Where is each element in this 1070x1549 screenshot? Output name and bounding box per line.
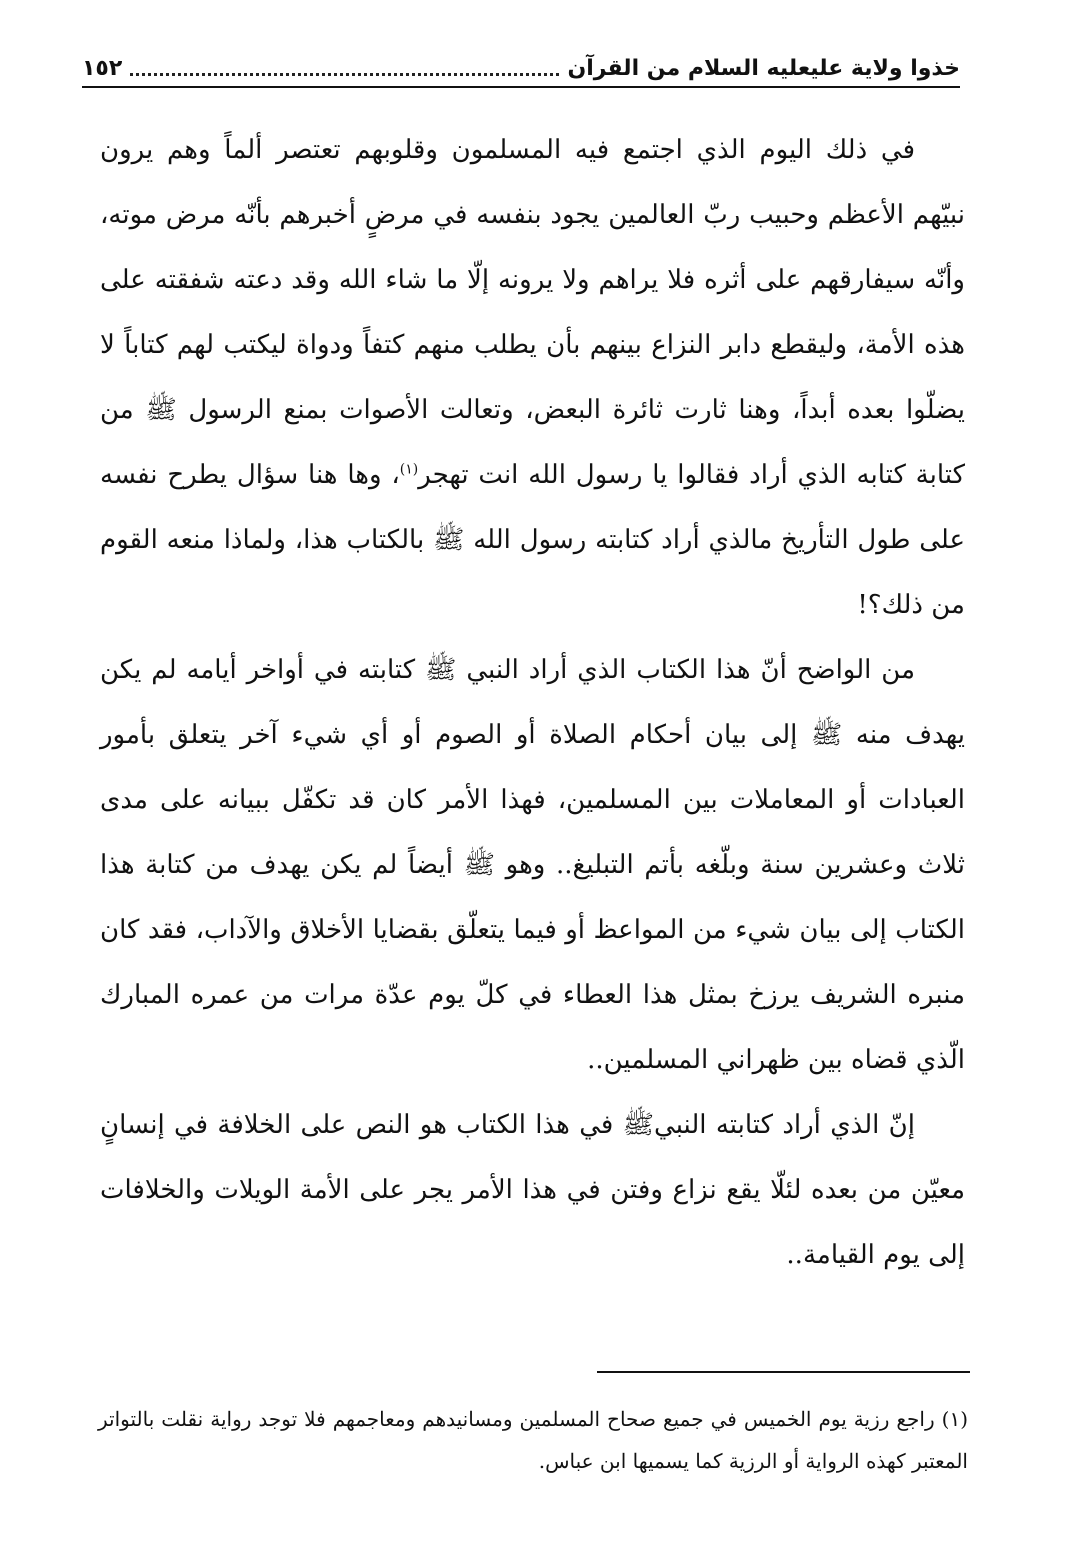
paragraph-3: إنّ الذي أراد كتابته النبيﷺ في هذا الكتاب هو النص على الخلافة في إنسانٍ معيّن من بعده لئلّا يقع نزاع وفتن في هذا الأمر يجر على الأمة الويلات والخلافات إلى يوم القيامة.. xyxy=(100,1110,965,1270)
header-rule xyxy=(82,86,960,88)
footnote-text: (١) راجع رزية يوم الخميس في جميع صحاح المسلمين ومسانيدهم ومعاجمهم فلا توجد رواية نقلت بالتواتر المعتبر كهذه الرواية أو الرزية كما يسميها ابن عباس. xyxy=(98,1407,968,1473)
running-header xyxy=(82,36,960,84)
footnote-marker: (١) xyxy=(399,461,419,478)
paragraph-1 xyxy=(100,118,965,638)
paragraph-2: من الواضح أنّ هذا الكتاب الذي أراد النبي ﷺ كتابته في أواخر أيامه لم يكن يهدف منه ﷺ إلى بيان أحكام الصلاة أو الصوم أو أي شيء آخر يتعلق بأمور العبادات أو المعاملات بين المسلمين، فهذا الأمر كان قد تكفّل ببيانه على مدى ثلاث وعشرين سنة وبلّغه بأتم التبليغ.. وهو ﷺ أيضاً لم يكن يهدف من كتابة هذا الكتاب إلى بيان شيء من المواعظ أو فيما يتعلّق بقضايا الأخلاق والآداب، فقد كان منبره الشريف يرزخ بمثل هذا العطاء في كلّ يوم عدّة مرات من عمره المبارك الّذي قضاه بين ظهراني المسلمين.. xyxy=(100,655,965,1075)
footnote xyxy=(98,1398,968,1482)
header-leader-dots xyxy=(130,72,559,76)
page-number: ١٥٢ xyxy=(82,56,123,81)
header-title: خذوا ولاية عليعليه السلام من القرآن xyxy=(567,56,960,81)
main-text xyxy=(100,118,965,1288)
footnote-rule xyxy=(597,1371,970,1373)
paragraph-1-text: في ذلك اليوم الذي اجتمع فيه المسلمون وقلوبهم تعتصر ألماً وهم يرون نبيّهم الأعظم وحبيب ربّ العالمين يجود بنفسه في مرضٍ أخبرهم بأنّه مرض موته، وأنّه سيفارقهم على أثره فلا يراهم ولا يرونه إلّا ما شاء الله وقد دعته شفقته على هذه الأمة، وليقطع دابر النزاع بينهم بأن يطلب منهم كتفاً ودواة ليكتب لهم كتاباً لا يضلّوا بعده أبداً، وهنا ثارت ثائرة البعض، وتعالت الأصوات بمنع الرسول ﷺ من كتابة كتابه الذي أراد فقالوا يا رسول الله انت تهجر xyxy=(100,135,965,490)
paragraph-1-continuation: ، وها هنا سؤال يطرح نفسه على طول التأريخ مالذي أراد كتابته رسول الله ﷺ بالكتاب هذا، ولماذا منعه القوم من ذلك؟! xyxy=(100,460,965,620)
